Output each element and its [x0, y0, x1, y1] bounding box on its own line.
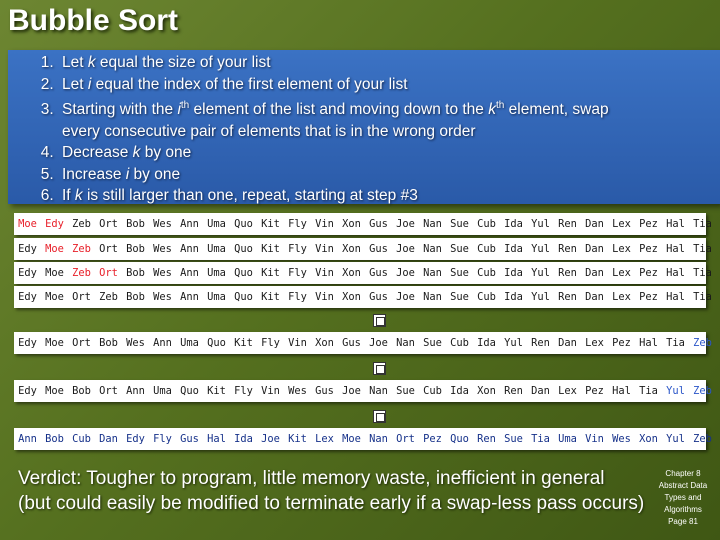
list-item: Cub [72, 433, 91, 445]
list-item: Zeb [99, 291, 118, 303]
list-item: Vin [288, 337, 307, 349]
list-item: Fly [288, 291, 307, 303]
list-item: Pez [639, 291, 658, 303]
list-item: Vin [315, 291, 334, 303]
list-item: Kit [261, 243, 280, 255]
list-item: Hal [207, 433, 226, 445]
list-item: Fly [288, 243, 307, 255]
list-item: Xon [342, 291, 361, 303]
list-item: Fly [288, 218, 307, 230]
list-item: Wes [126, 337, 145, 349]
step-1: 1. Let k equal the size of your list [58, 52, 720, 74]
footer-subject-1: Abstract Data [658, 481, 708, 490]
list-item: Cub [477, 243, 496, 255]
list-item: Yul [531, 267, 550, 279]
list-item: Gus [369, 267, 388, 279]
list-item: Joe [396, 218, 415, 230]
list-item: Tia [693, 267, 712, 279]
list-item: Joe [396, 243, 415, 255]
list-item: Pez [423, 433, 442, 445]
list-item: Zeb [72, 243, 91, 255]
list-item: Kit [261, 267, 280, 279]
list-item: Edy [18, 267, 37, 279]
list-item: Nan [396, 337, 415, 349]
list-item: Quo [450, 433, 469, 445]
list-item: Uma [153, 385, 172, 397]
list-item: Xon [342, 218, 361, 230]
list-item: Ida [504, 243, 523, 255]
slide-footer [654, 468, 712, 528]
list-item: Wes [153, 218, 172, 230]
list-item: Cub [477, 267, 496, 279]
list-item: Wes [612, 433, 631, 445]
list-item: Gus [369, 218, 388, 230]
step-4: 4. Decrease k by one [58, 142, 720, 164]
list-item: Cub [477, 218, 496, 230]
list-item: Lex [612, 267, 631, 279]
list-item: Gus [369, 243, 388, 255]
list-item: Uma [180, 337, 199, 349]
list-item: Kit [207, 385, 226, 397]
list-item: Ann [153, 337, 172, 349]
list-item: Ann [180, 218, 199, 230]
list-item: Kit [234, 337, 253, 349]
list-item: Lex [612, 291, 631, 303]
list-item: Ort [99, 243, 118, 255]
list-item: Ida [504, 267, 523, 279]
list-item: Wes [153, 243, 172, 255]
list-item: Ida [450, 385, 469, 397]
list-item: Dan [558, 337, 577, 349]
list-item: Kit [261, 291, 280, 303]
list-item: Ren [558, 267, 577, 279]
list-item: Vin [315, 218, 334, 230]
list-item: Quo [180, 385, 199, 397]
list-item: Bob [45, 433, 64, 445]
list-item: Nan [423, 291, 442, 303]
algorithm-steps-list [8, 50, 720, 207]
list-item: Nan [369, 433, 388, 445]
list-item: Ann [180, 291, 199, 303]
list-item: Lex [612, 243, 631, 255]
list-item: Edy [18, 291, 37, 303]
continuation-marker-icon [373, 410, 386, 423]
step-3: 3. Starting with the $i^{th}$ element of the list and moving down to the $k^{th}$ element, swap every consecutive pair of elements that is in the wrong order [58, 95, 720, 142]
list-item: Sue [450, 218, 469, 230]
list-item: Dan [585, 291, 604, 303]
list-item: Ren [504, 385, 523, 397]
list-item: Zeb [72, 218, 91, 230]
list-item: Xon [342, 267, 361, 279]
list-item: Pez [585, 385, 604, 397]
step-6: 6. If k is still larger than one, repeat, starting at step #3 [58, 185, 720, 207]
list-item: Gus [342, 337, 361, 349]
continuation-marker-icon [373, 362, 386, 375]
list-item: Gus [180, 433, 199, 445]
list-item: Gus [369, 291, 388, 303]
list-item: Joe [369, 337, 388, 349]
list-state-row-6 [14, 380, 712, 402]
list-item: Tia [693, 291, 712, 303]
list-item: Edy [126, 433, 145, 445]
list-item: Moe [45, 291, 64, 303]
list-item: Wes [153, 267, 172, 279]
list-item: Fly [153, 433, 172, 445]
list-item: Bob [99, 337, 118, 349]
list-item: Ann [180, 267, 199, 279]
list-item: Cub [477, 291, 496, 303]
list-item: Kit [288, 433, 307, 445]
list-item: Moe [45, 337, 64, 349]
list-item: Ida [234, 433, 253, 445]
list-item: Edy [18, 243, 37, 255]
list-item: Sue [450, 267, 469, 279]
list-item: Lex [612, 218, 631, 230]
list-item: Moe [45, 267, 64, 279]
list-item: Yul [666, 385, 685, 397]
footer-chapter: Chapter 8 [665, 469, 701, 478]
verdict-line-1: Verdict: Tougher to program, little memory waste, inefficient in general [18, 468, 605, 489]
list-item: Ren [558, 291, 577, 303]
list-item: Joe [396, 291, 415, 303]
list-state-row-5 [14, 332, 712, 354]
footer-subject-2: Types and [664, 493, 702, 502]
list-item: Cub [423, 385, 442, 397]
list-item: Quo [234, 267, 253, 279]
list-item: Zeb [72, 267, 91, 279]
list-item: Uma [558, 433, 577, 445]
list-state-row-2 [14, 238, 712, 260]
list-item: Dan [585, 267, 604, 279]
list-item: Kit [261, 218, 280, 230]
list-item: Ann [180, 243, 199, 255]
list-item: Edy [18, 337, 37, 349]
list-item: Bob [126, 291, 145, 303]
verdict-line-2: (but could easily be modified to terminate early if a swap-less pass occurs) [18, 493, 645, 514]
list-item: Wes [153, 291, 172, 303]
list-item: Bob [126, 243, 145, 255]
list-item: Ren [477, 433, 496, 445]
list-item: Bob [72, 385, 91, 397]
list-item: Nan [423, 218, 442, 230]
list-item: Ida [477, 337, 496, 349]
list-state-row-7 [14, 428, 712, 450]
list-item: Moe [18, 218, 37, 230]
list-item: Zeb [693, 433, 712, 445]
list-item: Yul [504, 337, 523, 349]
list-item: Bob [126, 267, 145, 279]
list-item: Hal [666, 218, 685, 230]
list-item: Ren [558, 243, 577, 255]
step-5: 5. Increase i by one [58, 164, 720, 186]
list-item: Yul [531, 291, 550, 303]
list-item: Sue [450, 291, 469, 303]
list-item: Vin [315, 243, 334, 255]
list-item: Joe [396, 267, 415, 279]
list-item: Tia [531, 433, 550, 445]
list-item: Quo [234, 291, 253, 303]
list-item: Pez [639, 243, 658, 255]
list-item: Yul [531, 218, 550, 230]
list-item: Ort [396, 433, 415, 445]
list-item: Uma [207, 243, 226, 255]
list-item: Uma [207, 267, 226, 279]
list-item: Tia [639, 385, 658, 397]
list-item: Nan [423, 243, 442, 255]
list-item: Tia [693, 218, 712, 230]
list-item: Sue [504, 433, 523, 445]
list-item: Dan [585, 218, 604, 230]
footer-subject-3: Algorithms [664, 505, 702, 514]
list-item: Pez [639, 218, 658, 230]
list-item: Ida [504, 218, 523, 230]
list-item: Hal [666, 291, 685, 303]
list-item: Ann [126, 385, 145, 397]
list-item: Hal [639, 337, 658, 349]
list-item: Ann [18, 433, 37, 445]
list-item: Ort [72, 291, 91, 303]
list-item: Hal [666, 243, 685, 255]
list-item: Vin [585, 433, 604, 445]
list-item: Quo [207, 337, 226, 349]
list-item: Nan [423, 267, 442, 279]
list-item: Ort [99, 218, 118, 230]
list-item: Xon [342, 243, 361, 255]
list-state-row-3 [14, 262, 712, 284]
list-item: Dan [531, 385, 550, 397]
list-item: Moe [45, 385, 64, 397]
list-item: Yul [531, 243, 550, 255]
slide-title: Bubble Sort [8, 4, 178, 37]
list-item: Sue [450, 243, 469, 255]
list-item: Sue [423, 337, 442, 349]
list-state-row-1 [14, 213, 712, 235]
list-item: Wes [288, 385, 307, 397]
list-item: Quo [234, 218, 253, 230]
list-item: Ren [558, 218, 577, 230]
list-item: Quo [234, 243, 253, 255]
list-item: Xon [477, 385, 496, 397]
list-item: Hal [666, 267, 685, 279]
list-item: Ort [72, 337, 91, 349]
list-item: Xon [315, 337, 334, 349]
list-item: Tia [666, 337, 685, 349]
list-item: Fly [234, 385, 253, 397]
list-item: Ida [504, 291, 523, 303]
list-item: Bob [126, 218, 145, 230]
list-item: Ort [99, 385, 118, 397]
list-item: Edy [18, 385, 37, 397]
list-item: Pez [639, 267, 658, 279]
verdict [18, 466, 658, 516]
list-item: Ort [99, 267, 118, 279]
list-item: Hal [612, 385, 631, 397]
list-item: Joe [261, 433, 280, 445]
list-item: Ren [531, 337, 550, 349]
list-item: Sue [396, 385, 415, 397]
list-item: Moe [45, 243, 64, 255]
list-item: Fly [261, 337, 280, 349]
list-item: Pez [612, 337, 631, 349]
footer-page: Page 81 [668, 517, 698, 526]
list-item: Edy [45, 218, 64, 230]
list-item: Vin [315, 267, 334, 279]
list-item: Fly [288, 267, 307, 279]
list-item: Tia [693, 243, 712, 255]
list-item: Yul [666, 433, 685, 445]
list-item: Zeb [693, 385, 712, 397]
list-item: Lex [585, 337, 604, 349]
list-item: Zeb [693, 337, 712, 349]
list-item: Lex [315, 433, 334, 445]
algorithm-steps-box [8, 50, 720, 204]
list-item: Cub [450, 337, 469, 349]
list-item: Lex [558, 385, 577, 397]
list-item: Dan [99, 433, 118, 445]
list-item: Vin [261, 385, 280, 397]
list-item: Uma [207, 218, 226, 230]
list-item: Gus [315, 385, 334, 397]
list-item: Nan [369, 385, 388, 397]
continuation-marker-icon [373, 314, 386, 327]
list-state-row-4 [14, 286, 712, 308]
list-item: Xon [639, 433, 658, 445]
list-item: Uma [207, 291, 226, 303]
step-2: 2. Let i equal the index of the first element of your list [58, 74, 720, 96]
list-item: Dan [585, 243, 604, 255]
list-item: Moe [342, 433, 361, 445]
list-item: Joe [342, 385, 361, 397]
